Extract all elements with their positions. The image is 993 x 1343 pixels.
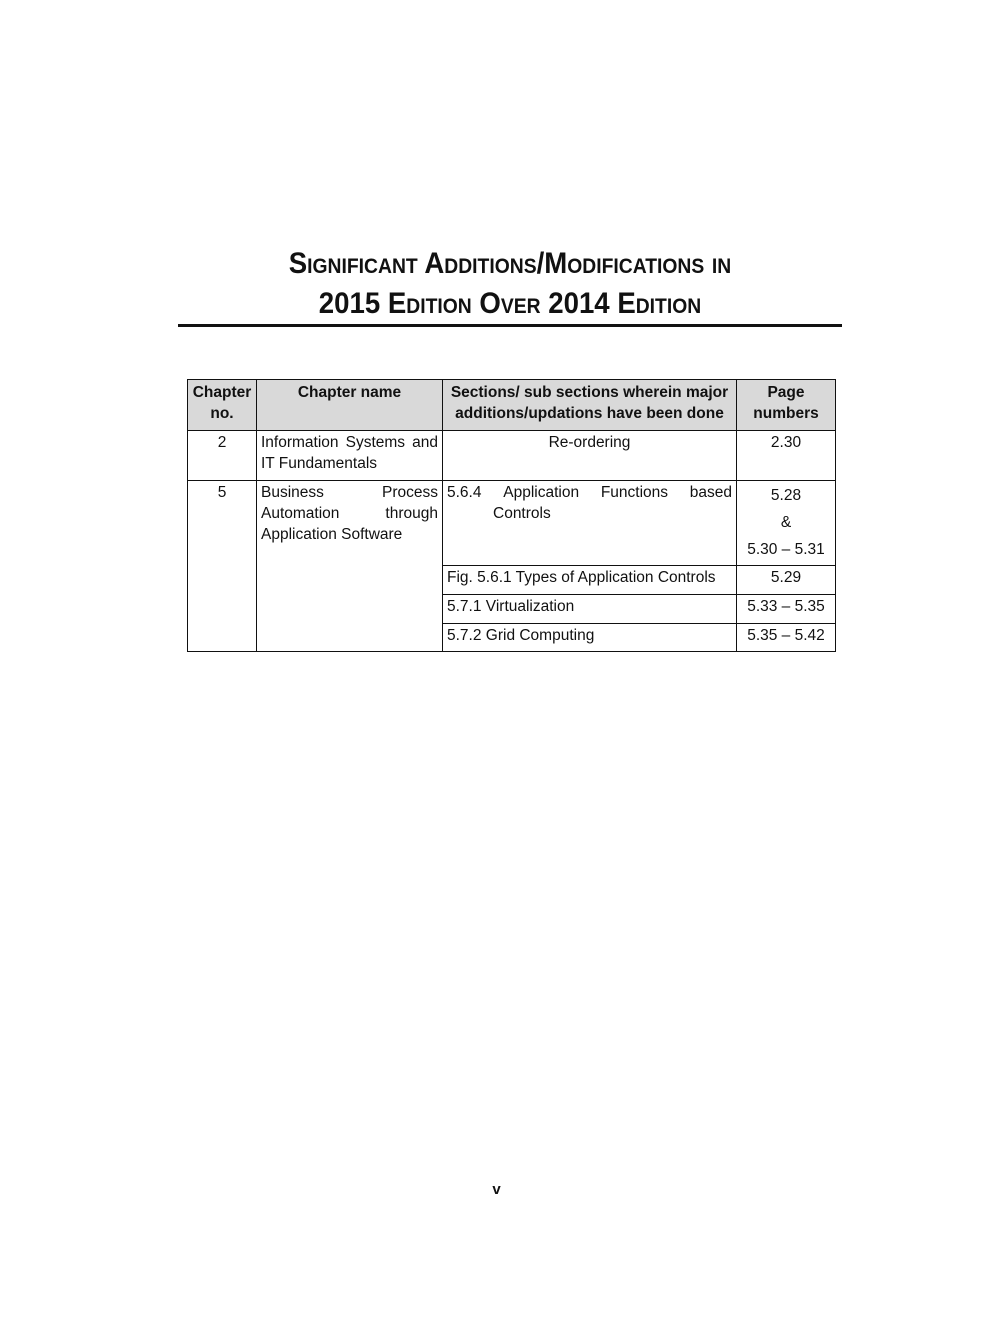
chapter-name-line [261,503,438,524]
page-numbers-stack [741,482,831,563]
section-cell: 5.7.1 Virtualization [443,595,737,624]
page-numbers-cell: 2.30 [737,431,836,481]
table-row [188,481,836,566]
page-number-ampersand: & [780,514,792,531]
section-word: Application [503,484,580,501]
chapter-name-word: Business [261,484,324,501]
chapter-name-line: Application Software [261,526,403,543]
section-cell [443,481,737,566]
header-sections: Sections/ sub sections wherein major additions/updations have been done [443,380,737,431]
chapter-no-cell: 2 [188,431,257,481]
chapter-no-cell: 5 [188,481,257,652]
section-number: 5.6.4 [447,484,482,501]
chapter-name-cell [257,481,443,652]
section-word: based [689,484,732,501]
section-cell: Fig. 5.6.1 Types of Application Controls [443,566,737,595]
section-line [447,482,732,503]
chapter-name-word: Process [382,484,438,501]
page-numbers-cell [737,481,836,566]
chapter-name-word: through [385,505,438,522]
chapter-name-line [261,482,438,503]
table-header-row [188,380,836,431]
section-continuation: Controls [493,505,551,522]
page-number: v [492,1181,501,1198]
title-line-1: Significant Additions/Modifications in [288,247,732,280]
header-page-numbers: Page numbers [737,380,836,431]
page-numbers-cell: 5.29 [737,566,836,595]
chapter-name-cell: Information Systems and IT Fundamentals [257,431,443,481]
page-number-value: 5.28 [770,487,802,504]
title-line-2: 2015 Edition Over 2014 Edition [318,287,702,320]
modifications-table [187,379,836,652]
section-cell: Re-ordering [443,431,737,481]
header-chapter-name: Chapter name [257,380,443,431]
header-chapter-no: Chapter no. [188,380,257,431]
section-word: Functions [600,484,669,501]
page-numbers-cell: 5.35 – 5.42 [737,624,836,652]
page-numbers-cell: 5.33 – 5.35 [737,595,836,624]
page-number-value: 5.30 – 5.31 [747,541,825,558]
section-cell: 5.7.2 Grid Computing [443,624,737,652]
table-row [188,431,836,481]
chapter-name-word: Automation [261,505,340,522]
title-underline [178,324,842,327]
page-title [178,244,842,324]
